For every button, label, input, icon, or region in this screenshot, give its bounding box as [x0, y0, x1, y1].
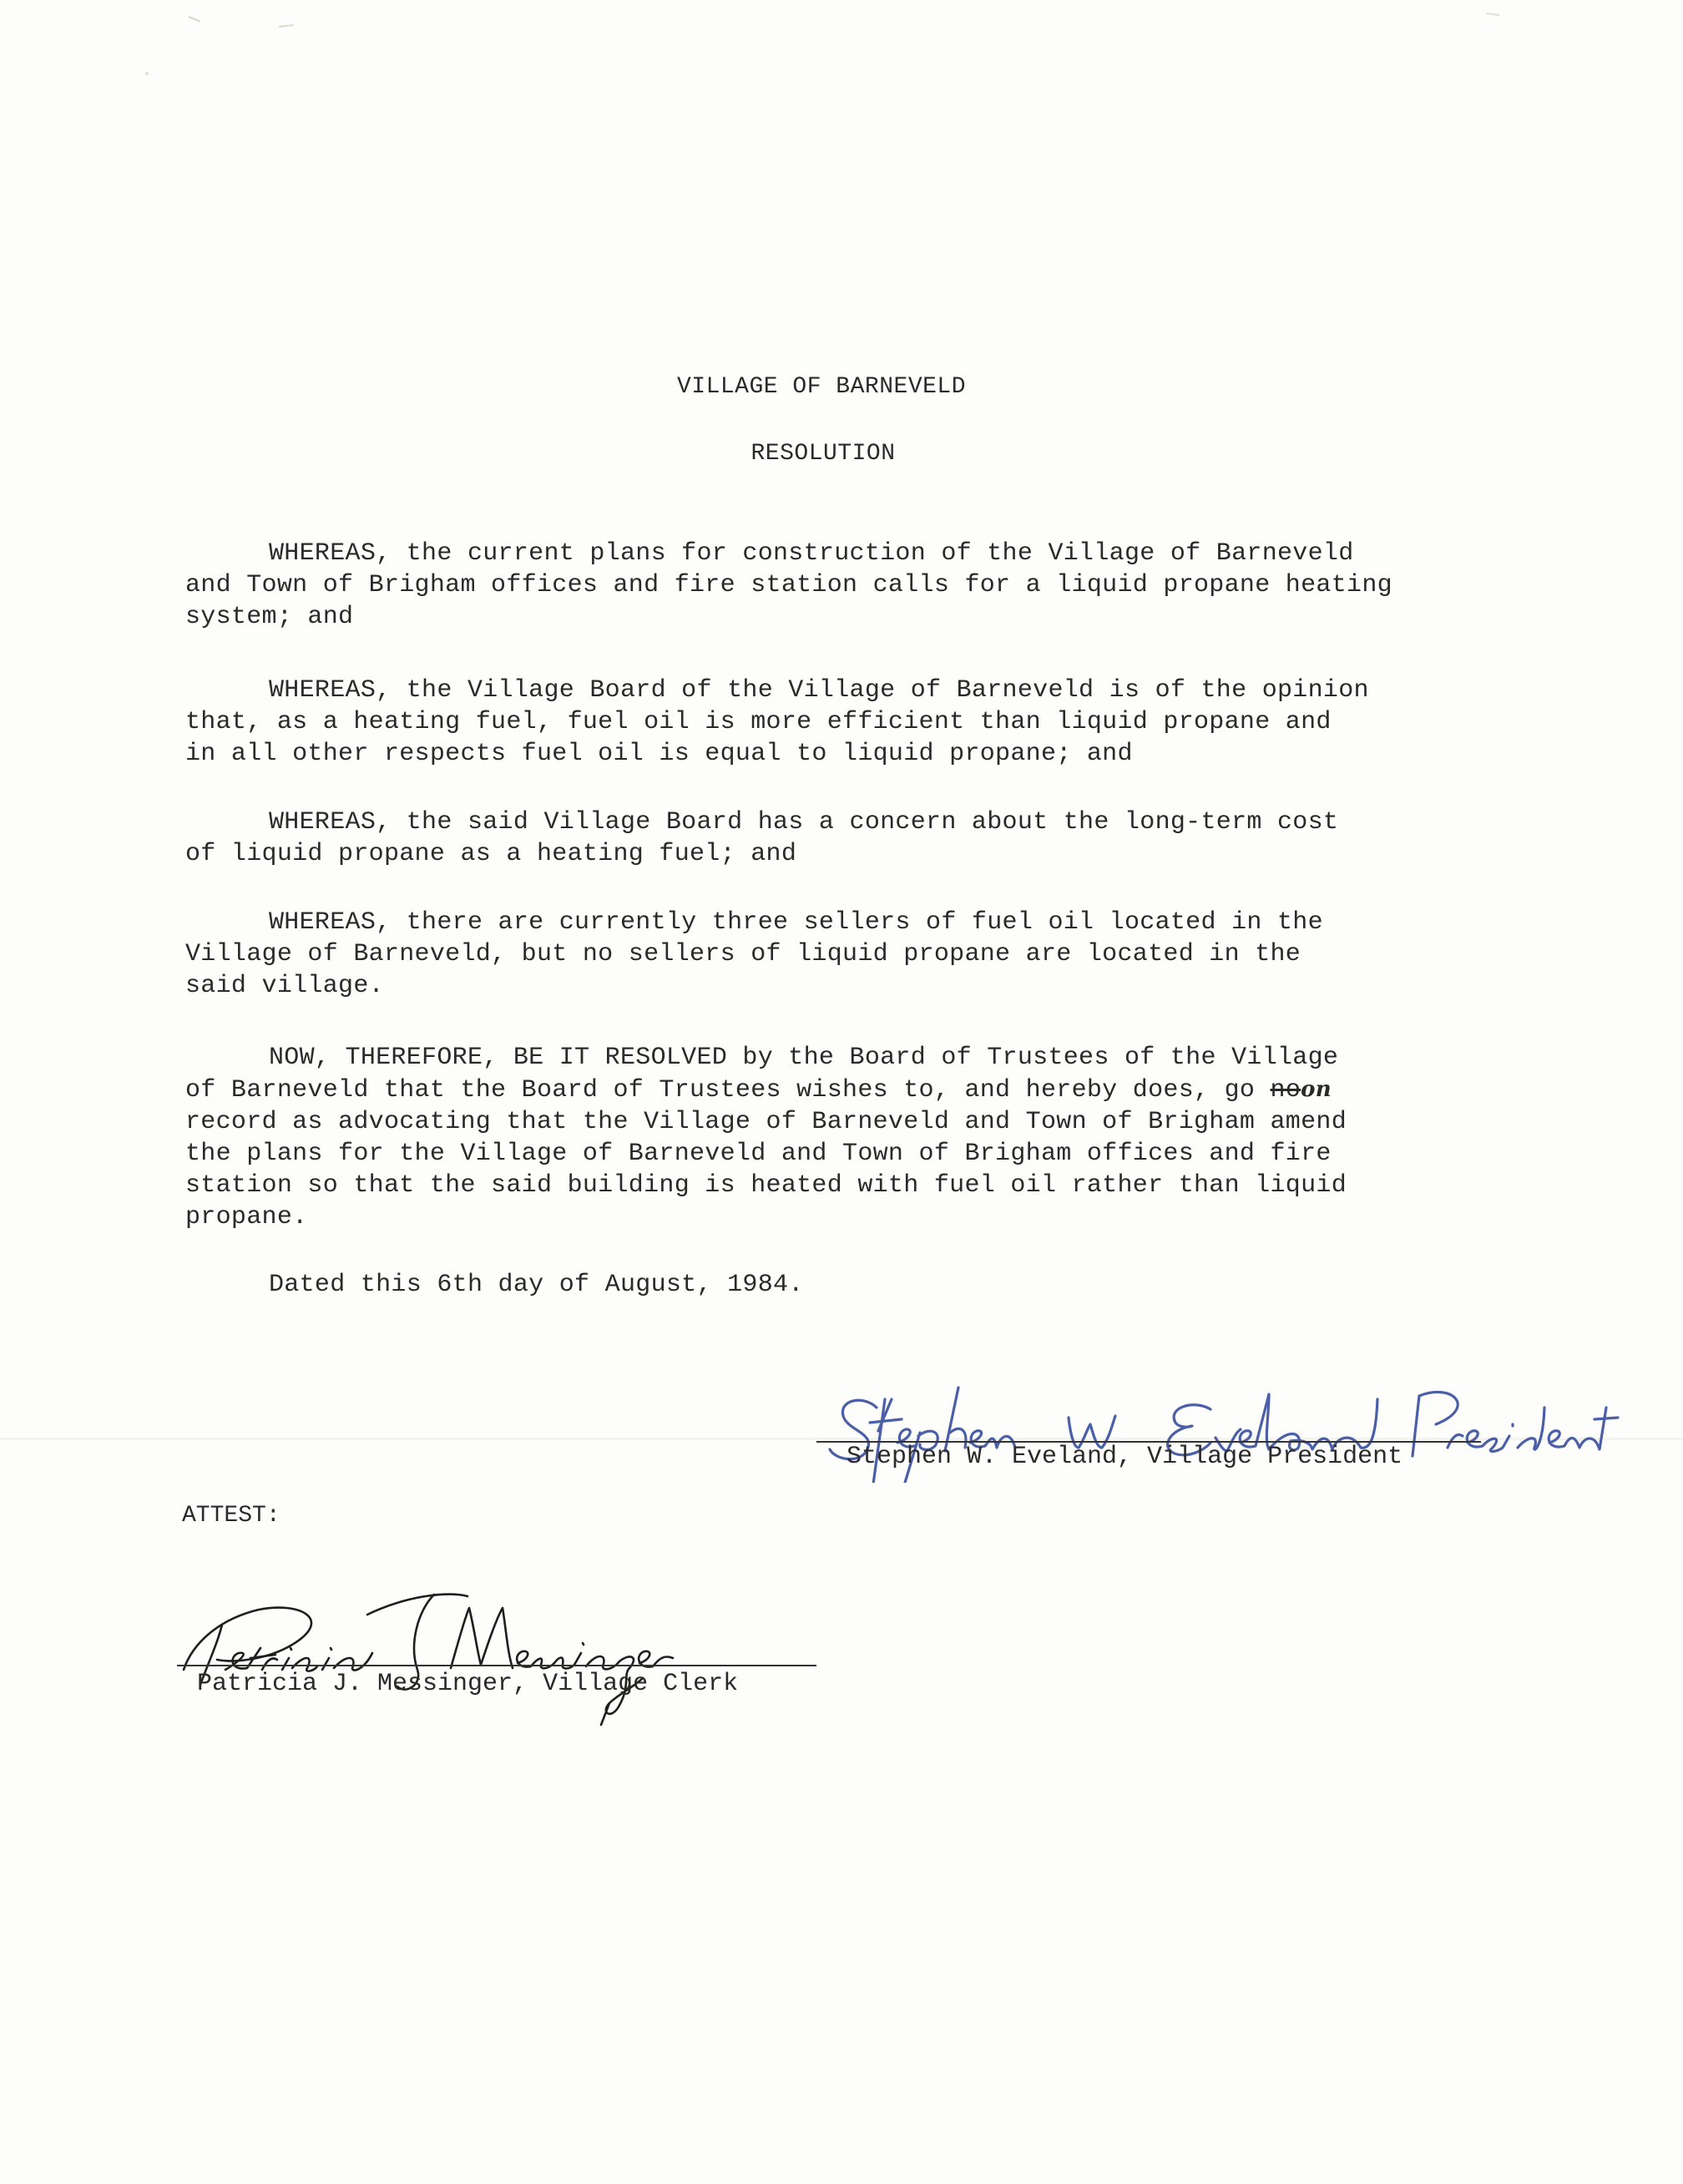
paragraph-line: and Town of Brigham offices and fire station calls for a liquid propane heating	[185, 571, 1392, 599]
attest-label: ATTEST:	[182, 1503, 280, 1529]
paragraph-line-text: of Barneveld that the Board of Trustees wishes to, and hereby does, go	[185, 1076, 1256, 1105]
paragraph-line: WHEREAS, the said Village Board has a concern about the long-term cost	[269, 808, 1339, 837]
president-printed-name: Stephen W. Eveland, Village President	[847, 1443, 1403, 1471]
dated-line	[185, 1269, 1521, 1301]
paragraph-line: Village of Barneveld, but no sellers of liquid propane are located in the	[185, 940, 1301, 968]
handwritten-correction: on	[1301, 1077, 1332, 1102]
paragraph-line: record as advocating that the Village of Barneveld and Town of Brigham amend	[185, 1108, 1347, 1136]
paragraph-line: that, as a heating fuel, fuel oil is more efficient than liquid propane and	[185, 708, 1332, 736]
paragraph-line-with-correction	[185, 1074, 1521, 1106]
paragraph-line: of liquid propane as a heating fuel; and	[185, 840, 797, 868]
paragraph-line: NOW, THEREFORE, BE IT RESOLVED by the Board of Trustees of the Village	[269, 1044, 1339, 1072]
clerk-signature-line	[177, 1665, 816, 1666]
paragraph-line: WHEREAS, the Village Board of the Village of Barneveld is of the opinion	[269, 676, 1369, 705]
whereas-paragraph-1	[185, 538, 1521, 633]
struck-word: no	[1270, 1076, 1301, 1105]
document-subtitle: RESOLUTION	[751, 441, 896, 467]
whereas-paragraph-3	[185, 806, 1521, 870]
paper-specks	[0, 0, 1683, 100]
dated-text: Dated this 6th day of August, 1984.	[269, 1271, 804, 1299]
whereas-paragraph-4	[185, 907, 1521, 1002]
paragraph-line: propane.	[185, 1203, 308, 1231]
paragraph-line: WHEREAS, there are currently three sellers of fuel oil located in the	[269, 908, 1323, 937]
clerk-signature-image	[167, 1561, 751, 1728]
paragraph-line: station so that the said building is heated with fuel oil rather than liquid	[185, 1171, 1347, 1200]
whereas-paragraph-2	[185, 675, 1521, 770]
paragraph-line: said village.	[185, 972, 384, 1000]
paragraph-line: WHEREAS, the current plans for construction of the Village of Barneveld	[269, 539, 1354, 568]
paragraph-line: the plans for the Village of Barneveld and Town of Brigham offices and fire	[185, 1140, 1332, 1168]
paragraph-line: in all other respects fuel oil is equal to liquid propane; and	[185, 740, 1133, 768]
paragraph-line: system; and	[185, 603, 354, 631]
clerk-printed-name: Patricia J. Messinger, Village Clerk	[197, 1670, 739, 1698]
document-title: VILLAGE OF BARNEVELD	[676, 374, 967, 400]
resolved-paragraph	[185, 1042, 1521, 1233]
